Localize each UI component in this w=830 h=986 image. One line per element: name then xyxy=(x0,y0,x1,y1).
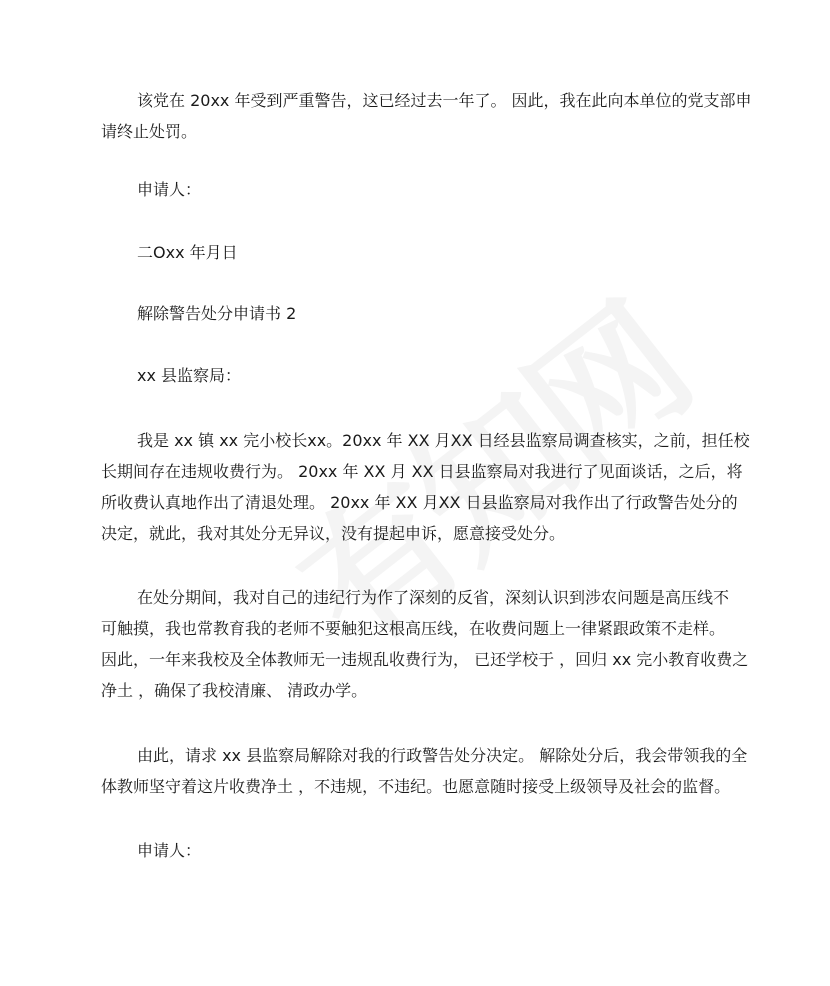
paragraph-reflection xyxy=(101,582,749,706)
paragraph-line: 由此，请求 xx 县监察局解除对我的行政警告处分决定。 解除处分后，我会带领我的全 xyxy=(137,746,748,765)
paragraph-background xyxy=(101,425,750,549)
paragraph-line: 在处分期间，我对自己的违纪行为作了深刻的反省，深刻认识到涉农问题是高压线不 xyxy=(137,588,730,607)
paragraph-line: 可触摸，我也常教育我的老师不要触犯这根高压线，在收费问题上一律紧跟政策不走样。 xyxy=(101,619,726,638)
paragraph-request xyxy=(101,740,748,802)
paragraph-line: 决定，就此，我对其处分无异议，没有提起申诉，愿意接受处分。 xyxy=(101,524,566,543)
section-heading: 解除警告处分申请书 2 xyxy=(137,304,297,323)
paragraph-penalty-request xyxy=(101,85,752,147)
date-line: 二Oxx 年月日 xyxy=(137,243,238,262)
addressee: xx 县监察局： xyxy=(137,366,242,385)
paragraph-line: 该党在 20xx 年受到严重警告，这已经过去一年了。 因此，我在此向本单位的党支部申 xyxy=(137,91,752,110)
applicant-label: 申请人： xyxy=(137,180,202,199)
paragraph-line: 请终止处罚。 xyxy=(101,122,198,141)
paragraph-line: 所收费认真地作出了清退处理。 20xx 年 XX 月XX 日县监察局对我作出了行政警告处分的 xyxy=(101,493,738,512)
paragraph-line: 净土 ，确保了我校清廉、 清政办学。 xyxy=(101,681,368,700)
applicant-label: 申请人： xyxy=(137,841,202,860)
paragraph-line: 因此，一年来我校及全体教师无一违规乱收费行为， 已还学校于 ，回归 xx 完小教育收费之 xyxy=(101,650,749,669)
paragraph-line: 我是 xx 镇 xx 完小校长xx。20xx 年 XX 月XX 日经县监察局调查核实，之前，担任校 xyxy=(137,431,750,450)
paragraph-line: 长期间存在违规收费行为。 20xx 年 XX 月 XX 日县监察局对我进行了见面谈话，之后，将 xyxy=(101,462,743,481)
paragraph-line: 体教师坚守着这片收费净土 ，不违规，不违纪。也愿意随时接受上级领导及社会的监督。 xyxy=(101,777,731,796)
